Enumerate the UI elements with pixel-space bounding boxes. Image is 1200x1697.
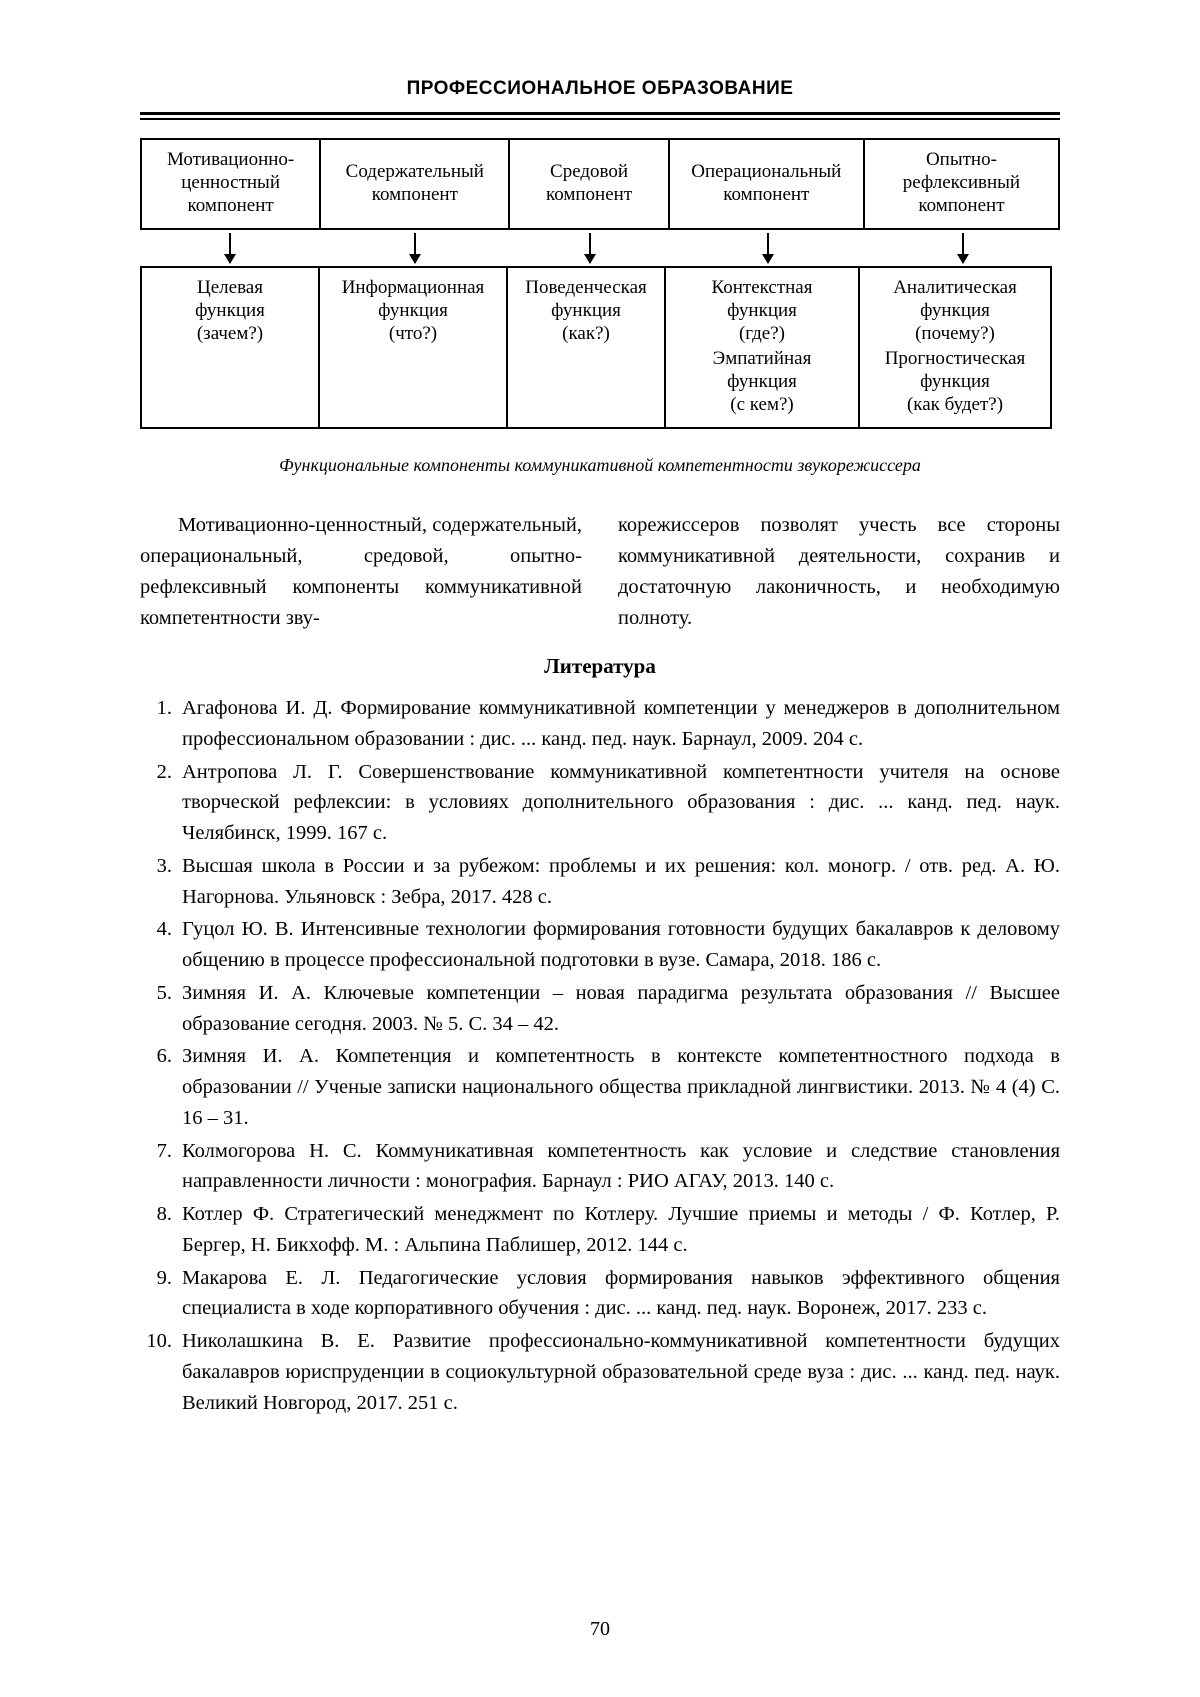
down-arrow-icon — [229, 233, 231, 263]
diagram-functions-row — [140, 266, 1060, 429]
reference-number: 3. — [156, 854, 172, 877]
component-line: компонент — [545, 183, 633, 205]
body-column-left — [140, 510, 582, 635]
function-line: функция — [920, 299, 990, 321]
references-heading: Литература — [544, 654, 656, 679]
down-arrow-icon — [767, 233, 769, 263]
body-columns — [140, 510, 1060, 635]
reference-item — [140, 1326, 1060, 1418]
function-cell — [664, 266, 860, 429]
reference-number: 10. — [146, 1330, 172, 1353]
component-cell — [510, 140, 669, 228]
function-line: Целевая — [197, 276, 263, 298]
references-list — [140, 693, 1060, 1418]
function-line: Контекстная — [711, 276, 813, 298]
function-line: Аналитическая — [893, 276, 1017, 298]
reference-text: Агафонова И. Д. Формирование коммуникативной компетенции у менеджеров в дополнительном профессиональном образовании : дис. ... канд. пед. наук. Барнаул, 2009. 204 с. — [182, 697, 1060, 750]
component-line: компонент — [723, 183, 810, 205]
arrow-slot — [670, 230, 866, 266]
function-group — [146, 276, 314, 346]
function-group — [512, 276, 660, 346]
function-line: функция — [920, 371, 990, 393]
down-arrow-icon — [589, 233, 591, 263]
function-line: (зачем?) — [196, 322, 264, 344]
component-cell — [670, 140, 865, 228]
reference-number: 8. — [156, 1203, 172, 1226]
body-column-right — [618, 510, 1060, 635]
function-line: функция — [378, 299, 448, 321]
component-line: Средовой — [550, 160, 629, 182]
page-number: 70 — [590, 1618, 610, 1640]
reference-item — [140, 914, 1060, 976]
reference-text: Колмогорова Н. С. Коммуникативная компетентность как условие и следствие становления направленности личности : монография. Барнаул : РИО АГАУ, 2013. 140 с. — [182, 1139, 1060, 1193]
reference-number: 2. — [156, 760, 172, 783]
reference-item — [140, 1041, 1060, 1133]
function-line: (как будет?) — [906, 394, 1004, 416]
arrow-slot — [510, 230, 670, 266]
function-cell — [506, 266, 666, 429]
function-line: Прогностическая — [884, 348, 1026, 370]
reference-number: 5. — [156, 981, 172, 1004]
function-line: (где?) — [738, 322, 786, 344]
component-line: Мотивационно- — [166, 149, 295, 170]
reference-number: 6. — [156, 1045, 172, 1068]
down-arrow-icon — [414, 233, 416, 263]
page-content — [140, 78, 1060, 1420]
function-line: Эмпатийная — [712, 348, 812, 370]
down-arrow-icon — [962, 233, 964, 263]
body-paragraph: Мотивационно-ценностный, содержательный, операциональный, средовой, опытно-рефлексивный компоненты коммуникативной компетентности зву- — [140, 513, 582, 630]
header-rule — [140, 112, 1060, 120]
reference-item — [140, 1136, 1060, 1198]
reference-text: Высшая школа в России и за рубежом: проблемы и их решения: кол. моногр. / отв. ред. А. Ю. Нагорнова. Ульяновск : Зебра, 2017. 428 с. — [182, 854, 1060, 908]
diagram-arrows — [140, 230, 1060, 266]
reference-item — [140, 851, 1060, 913]
component-line: ценностный — [181, 172, 280, 194]
reference-item — [140, 1199, 1060, 1261]
reference-number: 1. — [156, 697, 172, 720]
reference-item — [140, 978, 1060, 1040]
arrow-slot — [866, 230, 1060, 266]
component-cell — [865, 140, 1058, 228]
diagram-functional-components — [140, 138, 1060, 429]
reference-text: Николашкина В. Е. Развитие профессионально-коммуникативной компетентности будущих бакалавров юриспруденции в социокультурной образовательной среде вуза : дис. ... канд. пед. наук. Великий Новгород, 2017. 251 с. — [182, 1330, 1060, 1414]
function-cell — [140, 266, 320, 429]
reference-item — [140, 757, 1060, 849]
diagram-components-row — [140, 138, 1060, 230]
function-group — [864, 347, 1046, 417]
component-cell — [321, 140, 510, 228]
body-paragraph: корежиссеров позволят учесть все стороны коммуникативной деятельности, сохранив и достаточную лаконичность, и необходимую полноту. — [618, 513, 1060, 630]
function-line: (почему?) — [915, 322, 995, 344]
reference-text: Котлер Ф. Стратегический менеджмент по Котлеру. Лучшие приемы и методы / Ф. Котлер, Р. Бергер, Н. Бикхофф. М. : Альпина Паблишер, 2012. 144 с. — [182, 1203, 1060, 1256]
component-line: компонент — [187, 195, 274, 217]
function-cell — [858, 266, 1052, 429]
reference-number: 9. — [156, 1266, 172, 1289]
reference-text: Зимняя И. А. Компетенция и компетентность в контексте компетентностного подхода в образовании // Ученые записки национального общества прикладной лингвистики. 2013. № 4 (4) С. 16 – 31. — [182, 1045, 1060, 1129]
function-line: функция — [727, 299, 797, 321]
function-line: функция — [727, 371, 797, 393]
reference-text: Макарова Е. Л. Педагогические условия формирования навыков эффективного общения специалиста в ходе корпоративного обучения : дис. ... канд. пед. наук. Воронеж, 2017. 233 с. — [182, 1266, 1060, 1320]
component-line: компонент — [371, 183, 458, 205]
function-line: функция — [195, 299, 265, 321]
function-group — [324, 276, 502, 346]
reference-text: Зимняя И. А. Ключевые компетенции – новая парадигма результата образования // Высшее образование сегодня. 2003. № 5. С. 34 – 42. — [182, 981, 1060, 1035]
function-line: (что?) — [388, 322, 438, 344]
component-line: Опытно- — [925, 149, 997, 170]
function-line: Информационная — [341, 276, 485, 298]
function-group — [864, 276, 1046, 346]
figure-caption: Функциональные компоненты коммуникативной компетентности звукорежиссера — [279, 454, 921, 475]
function-line: (как?) — [562, 322, 610, 344]
function-cell — [318, 266, 508, 429]
function-group — [670, 276, 854, 346]
arrow-slot — [140, 230, 320, 266]
component-line: рефлексивный — [902, 172, 1021, 194]
function-group — [670, 347, 854, 417]
reference-text: Гуцол Ю. В. Интенсивные технологии формирования готовности будущих бакалавров к деловому общению в процессе профессиональной подготовки в вузе. Самара, 2018. 186 с. — [182, 918, 1060, 972]
function-line: Поведенческая — [525, 276, 647, 298]
function-line: функция — [551, 299, 621, 321]
reference-number: 7. — [156, 1139, 172, 1162]
function-line: (с кем?) — [730, 394, 794, 416]
component-cell — [142, 140, 321, 228]
reference-item — [140, 1263, 1060, 1325]
reference-item — [140, 693, 1060, 755]
reference-number: 4. — [156, 918, 172, 941]
reference-text: Антропова Л. Г. Совершенствование коммуникативной компетентности учителя на основе творческой рефлексии: в условиях дополнительного образования : дис. ... канд. пед. наук. Челябинск, 1999. 167 с. — [182, 760, 1060, 845]
arrow-slot — [320, 230, 510, 266]
component-line: компонент — [918, 195, 1005, 217]
component-line: Содержательный — [345, 160, 484, 182]
component-line: Операциональный — [691, 160, 842, 182]
running-head: ПРОФЕССИОНАЛЬНОЕ ОБРАЗОВАНИЕ — [406, 78, 794, 99]
